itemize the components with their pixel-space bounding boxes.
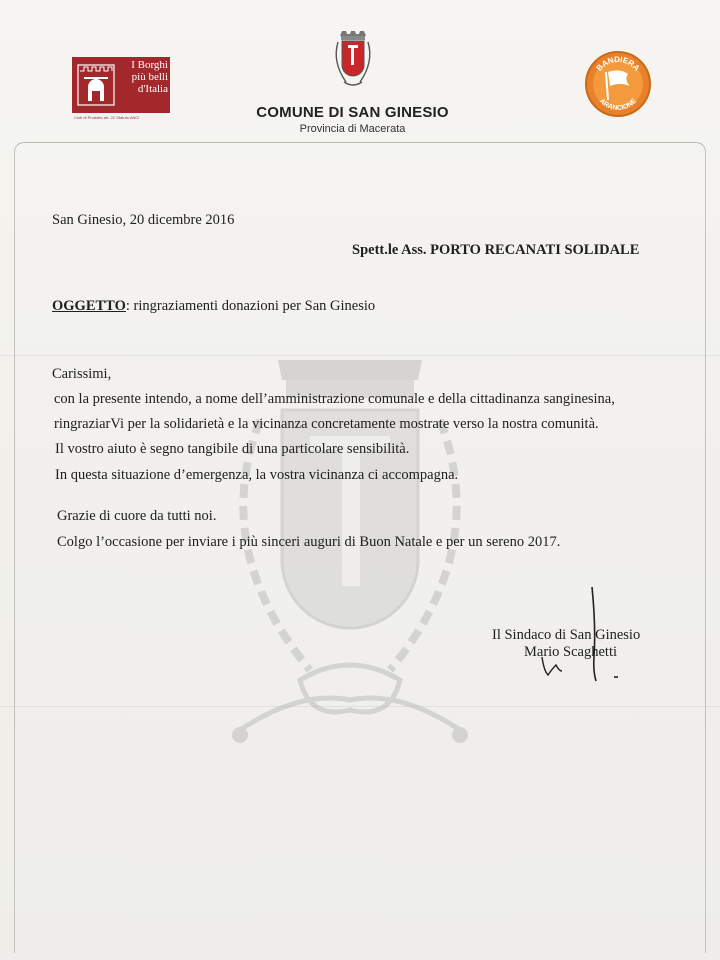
watermark-coat-of-arms-icon (200, 350, 500, 760)
signature-name: Mario Scaghetti (524, 644, 618, 660)
bandiera-text-top: BANDIERA (594, 54, 642, 73)
letter-body-line: con la presente intendo, a nome dell’amministrazione comunale e della cittadinanza sanginesina, (54, 391, 615, 407)
borghi-line-3: d'Italia (137, 83, 168, 95)
signature-title: Il Sindaco di San Ginesio (492, 627, 641, 643)
letter-body-line: ringraziarVi per la solidarietà e la vicinanza concretamente mostrate verso la nostra comunità. (54, 416, 599, 432)
letter-body-line: Il vostro aiuto è segno tangibile di una particolare sensibilità. (55, 441, 410, 457)
letter-body-line: In questa situazione d’emergenza, la vostra vicinanza ci accompagna. (55, 467, 459, 483)
subject-label: OGGETTO (52, 298, 126, 314)
recipient-name: PORTO RECANATI SOLIDALE (430, 242, 640, 258)
coat-of-arms-icon (330, 28, 376, 90)
bandiera-arancione-logo (584, 50, 652, 118)
provincia-name: Provincia di Macerata (299, 123, 406, 135)
letter-recipient (352, 242, 639, 259)
recipient-prefix: Spett.le Ass. (352, 242, 427, 258)
letter-greeting: Carissimi, (52, 366, 112, 382)
comune-name: COMUNE DI SAN GINESIO (256, 104, 449, 121)
borghi-logo-text (118, 59, 168, 95)
castle-icon (76, 61, 116, 107)
bandiera-text-bottom: ARANCIONE (597, 97, 639, 113)
letter-body-line: Colgo l’occasione per inviare i più sinceri auguri di Buon Natale e per un sereno 2017. (57, 534, 561, 550)
borghi-logo (72, 57, 170, 120)
letter-subject (52, 298, 375, 315)
borghi-line-2: più belli (131, 71, 168, 83)
letter-date: San Ginesio, 20 dicembre 2016 (52, 212, 235, 228)
subject-text: : ringraziamenti donazioni per San Ginesio (125, 298, 376, 314)
borghi-club-line: Club di Prodotto art. 22 Statuto ANCI (74, 115, 140, 120)
borghi-line-1: I Borghi (131, 59, 168, 71)
letter-body-line: Grazie di cuore da tutti noi. (57, 508, 217, 524)
